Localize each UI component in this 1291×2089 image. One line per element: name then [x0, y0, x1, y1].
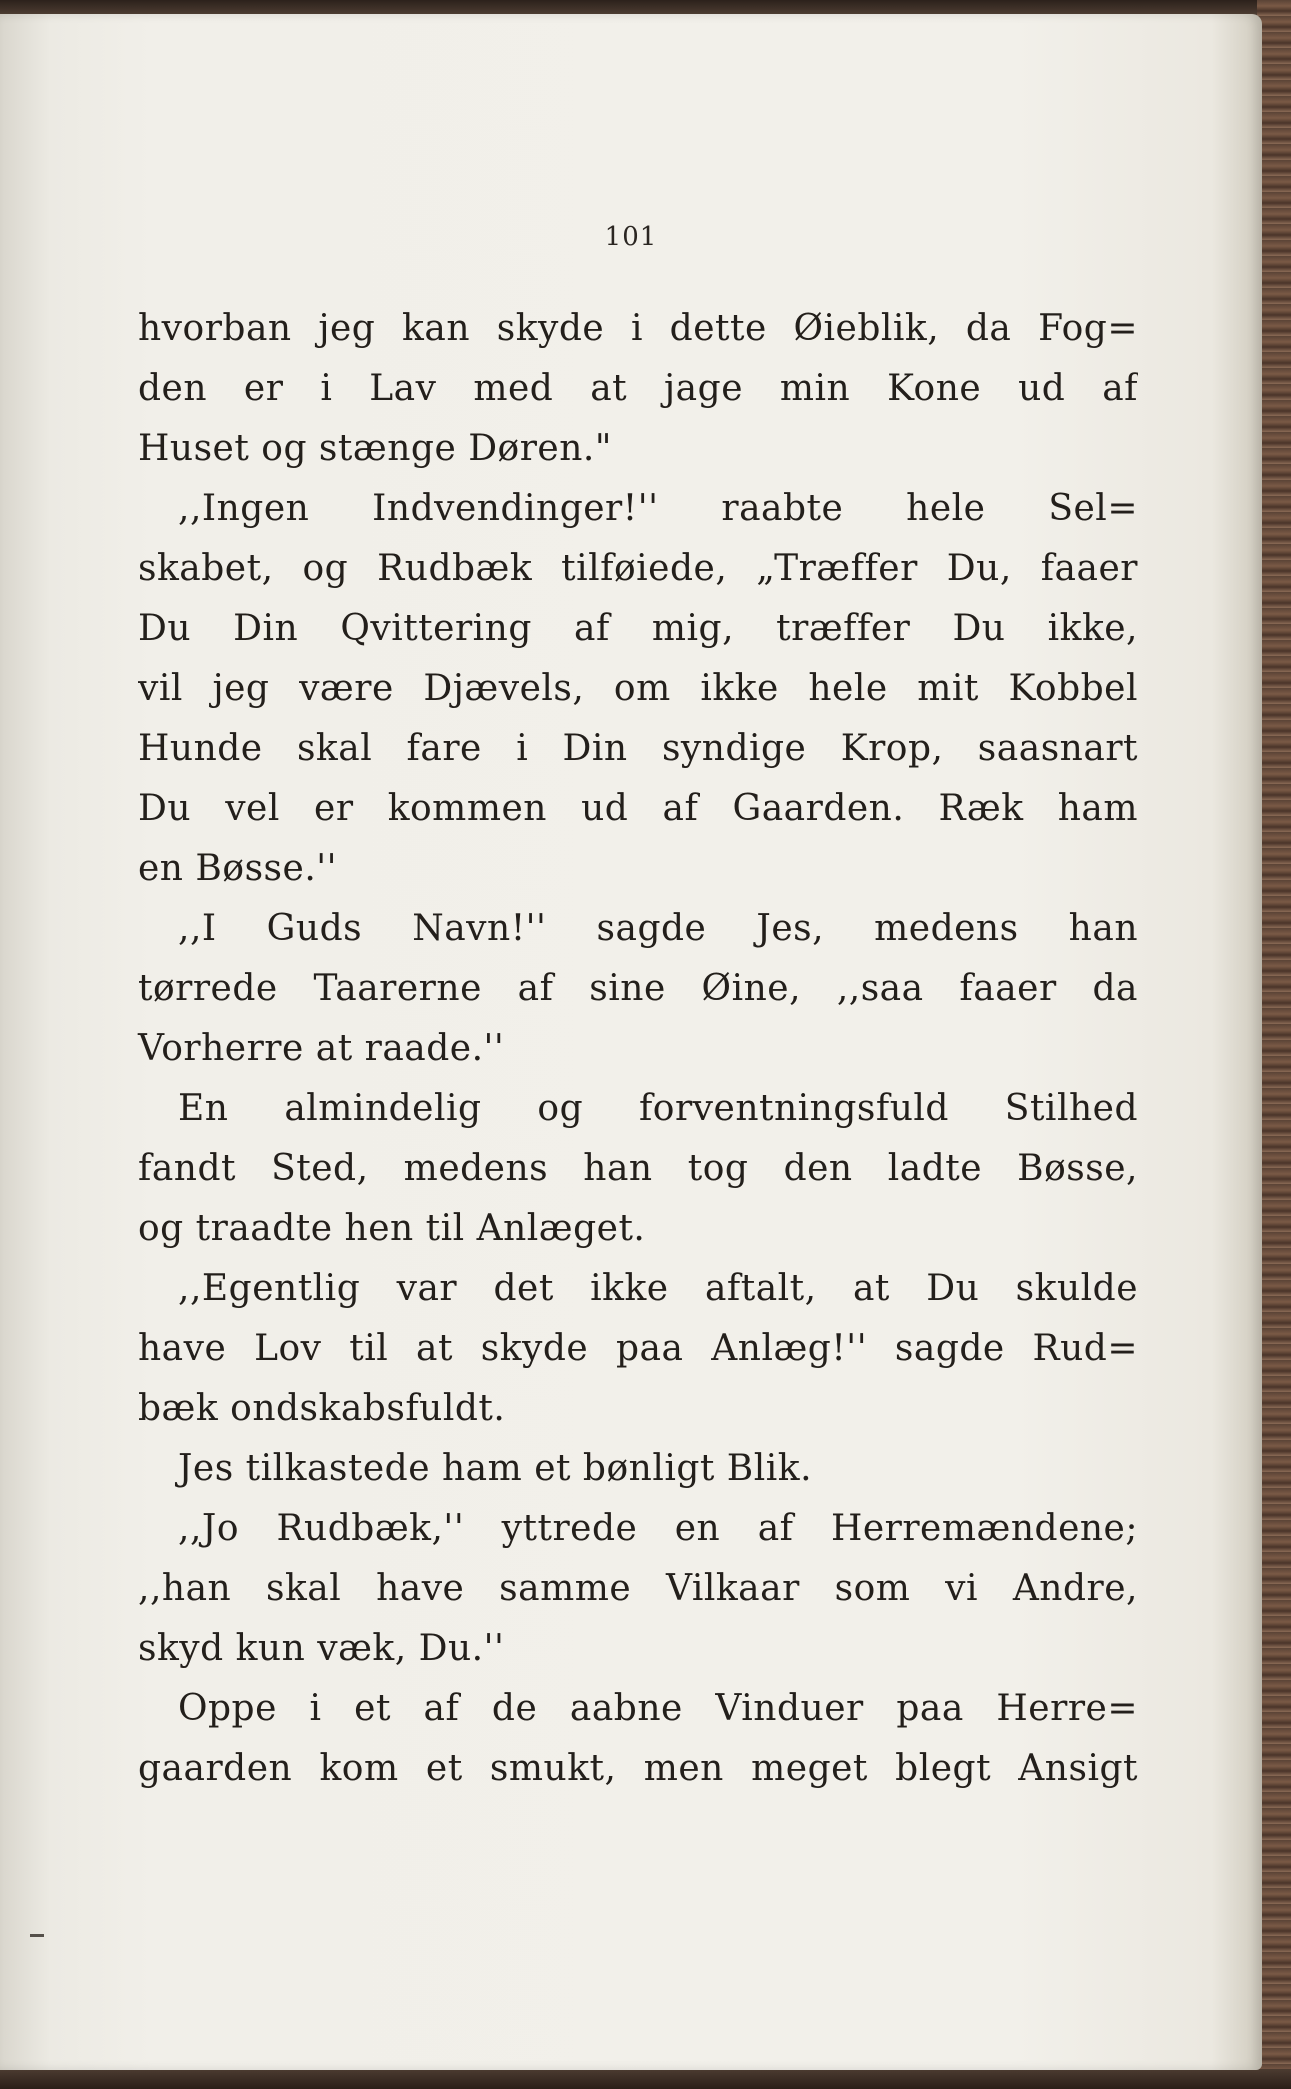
body-text [138, 299, 1138, 1799]
text-line: skyd kun væk, Du.'' [138, 1628, 505, 1669]
text-line: ,,Ingen Indvendinger!'' raabte hele Sel= [178, 488, 1138, 529]
book-edge-right [1257, 0, 1291, 2089]
text-line: vil jeg være Djævels, om ikke hele mit Kobbel [138, 668, 1138, 709]
text-line: ,,I Guds Navn!'' sagde Jes, medens han [178, 908, 1138, 949]
text-line: og traadte hen til Anlæget. [138, 1208, 646, 1249]
text-line: den er i Lav med at jage min Kone ud af [138, 368, 1138, 409]
text-line: Huset og stænge Døren." [138, 428, 612, 469]
text-line: Jes tilkastede ham et bønligt Blik. [178, 1448, 813, 1489]
text-line: bæk ondskabsfuldt. [138, 1388, 506, 1429]
text-line: Oppe i et af de aabne Vinduer paa Herre= [178, 1688, 1138, 1729]
book-edge-bottom [0, 2069, 1291, 2089]
text-line: en Bøsse.'' [138, 848, 338, 889]
text-line: fandt Sted, medens han tog den ladte Bøsse, [138, 1148, 1138, 1189]
text-line: Du Din Qvittering af mig, træffer Du ikke, [138, 608, 1138, 649]
text-line: ,,Egentlig var det ikke aftalt, at Du skulde [178, 1268, 1138, 1309]
text-line: gaarden kom et smukt, men meget blegt Ansigt [138, 1748, 1138, 1789]
gutter-mark [30, 1934, 44, 1937]
text-line: Vorherre at raade.'' [138, 1028, 505, 1069]
text-line: Du vel er kommen ud af Gaarden. Ræk ham [138, 788, 1138, 829]
text-line: tørrede Taarerne af sine Øine, ,,saa faaer da [138, 968, 1138, 1009]
text-line: have Lov til at skyde paa Anlæg!'' sagde Rud= [138, 1328, 1138, 1369]
text-line: skabet, og Rudbæk tilføiede, „Træffer Du, faaer [138, 548, 1138, 589]
book-page [0, 14, 1262, 2070]
page-number: 101 [604, 222, 658, 252]
text-line: ,,Jo Rudbæk,'' yttrede en af Herremændene; [178, 1508, 1138, 1549]
text-line: Hunde skal fare i Din syndige Krop, saasnart [138, 728, 1138, 769]
text-line: En almindelig og forventningsfuld Stilhed [178, 1088, 1138, 1129]
text-line: ,,han skal have samme Vilkaar som vi Andre, [138, 1568, 1138, 1609]
text-line: hvorban jeg kan skyde i dette Øieblik, da Fog= [138, 308, 1138, 349]
